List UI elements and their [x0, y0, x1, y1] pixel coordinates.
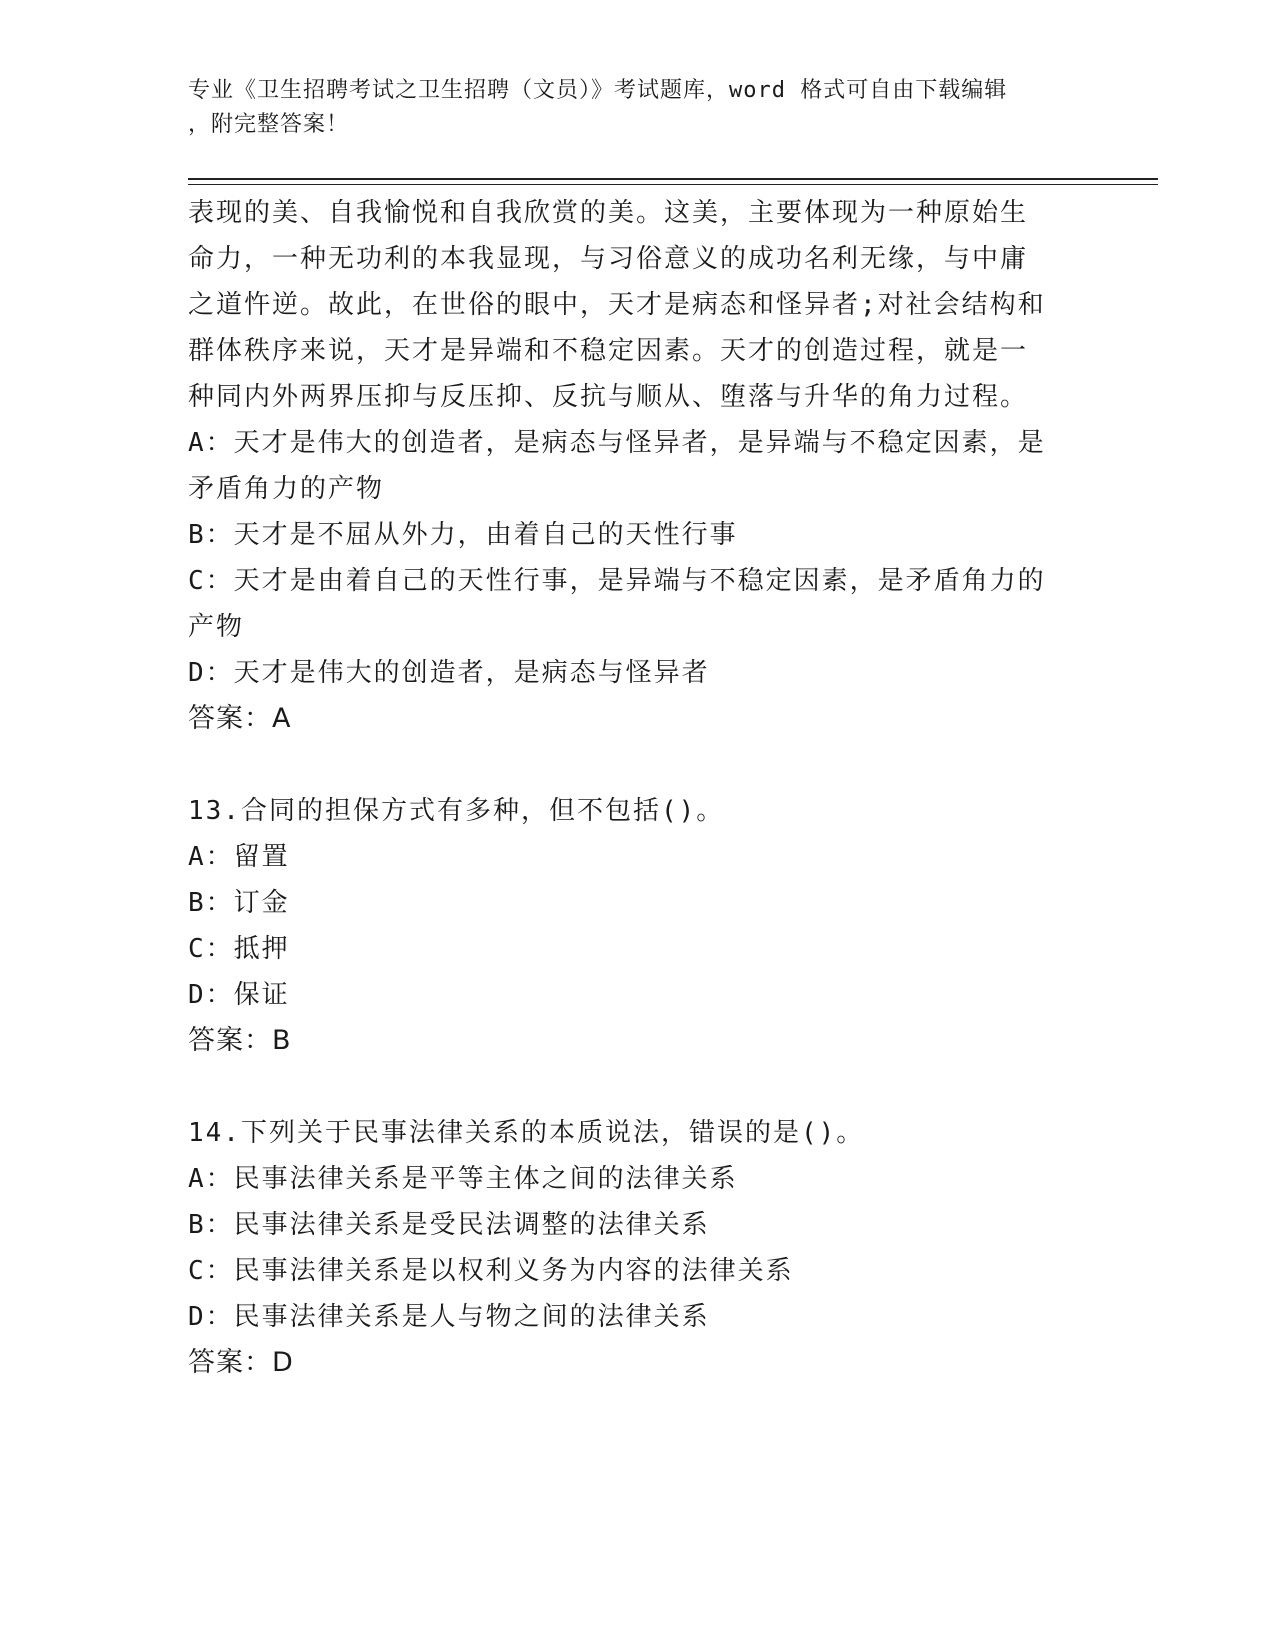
passage-line: 种同内外两界压抑与反压抑、反抗与顺从、堕落与升华的角力过程。 — [188, 382, 1029, 412]
option-b: B：天才是不屈从外力，由着自己的天性行事 — [188, 520, 738, 550]
option-a: A：天才是伟大的创造者，是病态与怪异者，是异端与不稳定因素，是 — [188, 428, 1046, 458]
option-a: A：留置 — [188, 842, 290, 872]
passage-line: 群体秩序来说，天才是异端和不稳定因素。天才的创造过程，就是一 — [188, 336, 1029, 366]
question-12 — [188, 190, 1088, 742]
header-line-1: 专业《卫生招聘考试之卫生招聘（文员）》考试题库，word 格式可自由下载编辑 — [188, 78, 1008, 103]
answer-line: 答案：B — [188, 1025, 292, 1056]
page-header — [188, 74, 1088, 142]
question-14 — [188, 1110, 1088, 1386]
option-a-continued: 矛盾角力的产物 — [188, 474, 385, 504]
question-13 — [188, 788, 1088, 1064]
spacer — [188, 1064, 1088, 1110]
question-text: 14.下列关于民事法律关系的本质说法，错误的是()。 — [188, 1118, 865, 1148]
passage-line: 命力，一种无功利的本我显现，与习俗意义的成功名利无缘，与中庸 — [188, 244, 1029, 274]
option-c: C：民事法律关系是以权利义务为内容的法律关系 — [188, 1256, 794, 1286]
header-line-2: ，附完整答案！ — [188, 112, 350, 137]
option-d: D：天才是伟大的创造者，是病态与怪异者 — [188, 658, 710, 688]
option-c: C：抵押 — [188, 934, 290, 964]
passage-line: 之道忤逆。故此，在世俗的眼中，天才是病态和怪异者;对社会结构和 — [188, 290, 1046, 320]
option-c-continued: 产物 — [188, 612, 245, 642]
option-c: C：天才是由着自己的天性行事，是异端与不稳定因素，是矛盾角力的 — [188, 566, 1046, 596]
answer-line: 答案：A — [188, 703, 292, 734]
header-divider — [188, 178, 1158, 185]
spacer — [188, 742, 1088, 788]
option-a: A：民事法律关系是平等主体之间的法律关系 — [188, 1164, 738, 1194]
option-b: B：民事法律关系是受民法调整的法律关系 — [188, 1210, 710, 1240]
option-b: B：订金 — [188, 888, 290, 918]
passage-line: 表现的美、自我愉悦和自我欣赏的美。这美，主要体现为一种原始生 — [188, 198, 1029, 228]
answer-line: 答案：D — [188, 1347, 294, 1378]
option-d: D：保证 — [188, 980, 290, 1010]
document-body — [188, 190, 1088, 1386]
question-text: 13.合同的担保方式有多种，但不包括()。 — [188, 796, 725, 826]
option-d: D：民事法律关系是人与物之间的法律关系 — [188, 1302, 710, 1332]
